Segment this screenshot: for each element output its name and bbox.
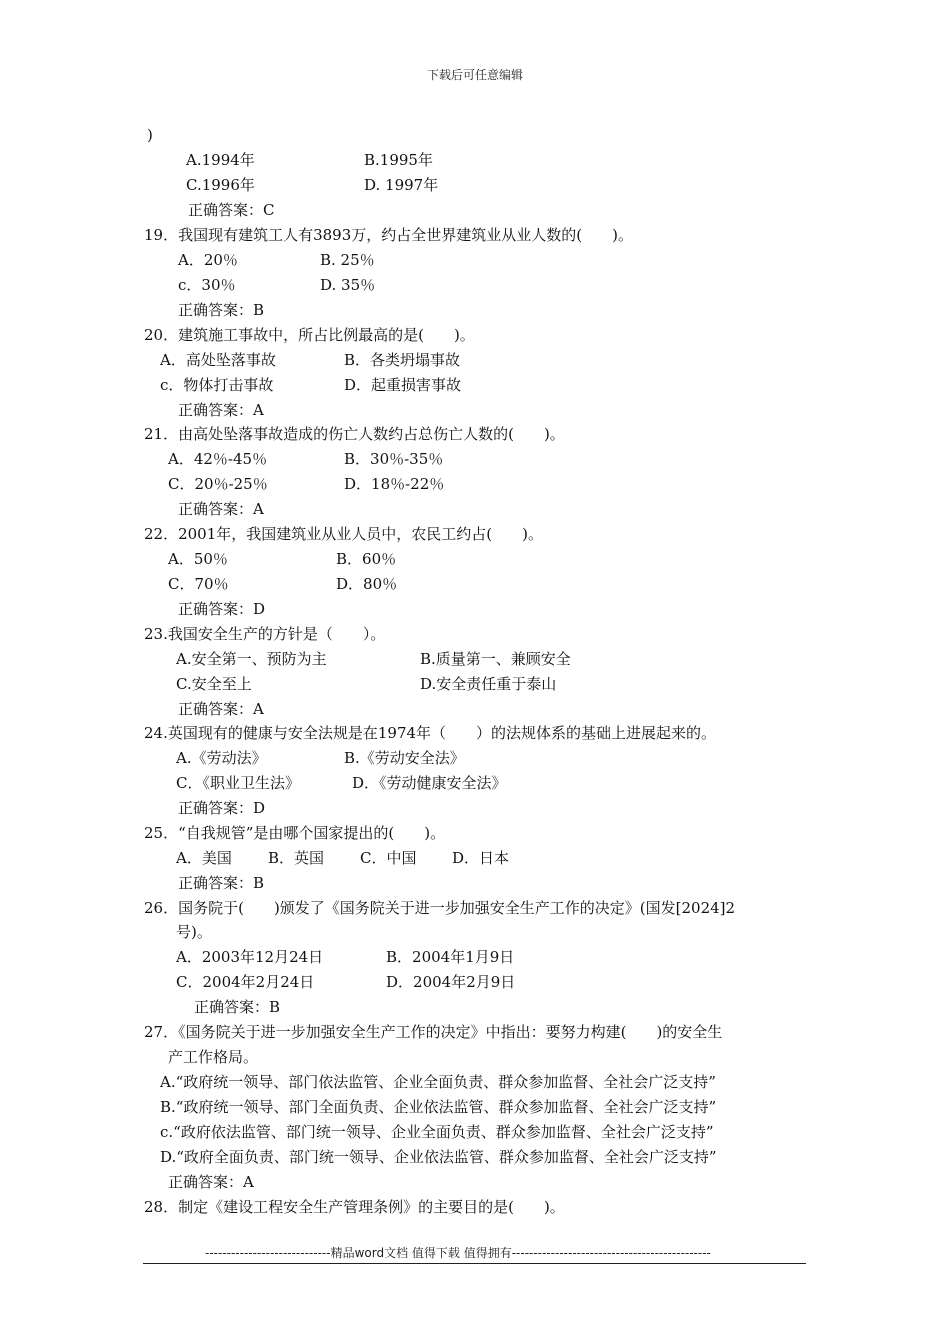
option-b: B．30％-35％: [344, 450, 444, 468]
option-d: D. 35％: [320, 276, 376, 294]
option-d: D．《劳动健康安全法》: [352, 774, 507, 792]
question-20: 20．建筑施工事故中，所占比例最高的是( )。: [144, 326, 475, 344]
option-c: c．物体打击事故: [160, 376, 274, 394]
answer-line: 正确答案：A: [178, 401, 264, 419]
option-c: C．中国: [360, 849, 417, 867]
question-21: 21．由高处坠落事故造成的伤亡人数约占总伤亡人数的( )。: [144, 425, 565, 443]
option-c: C．70％: [168, 575, 229, 593]
option-b: B. 25％: [320, 251, 375, 269]
option-a: A．50％: [168, 550, 228, 568]
option-b: B.《劳动安全法》: [344, 749, 465, 767]
option-d: D．18％-22％: [344, 475, 445, 493]
option-b: B．各类坍塌事故: [344, 351, 461, 369]
option-d: D．2004年2月9日: [386, 973, 516, 991]
question-24: 24.英国现有的健康与安全法规是在1974年（ ）的法规体系的基础上进展起来的。: [144, 724, 717, 742]
option-a: A．美国: [176, 849, 232, 867]
option-c: C．20％-25％: [168, 475, 268, 493]
question-27-cont: 产工作格局。: [168, 1048, 259, 1066]
option-d: D．起重损害事故: [344, 376, 462, 394]
option-b: B．英国: [268, 849, 325, 867]
question-26: 26．国务院于( )颁发了《国务院关于进一步加强安全生产工作的决定》(国发[2024]2: [144, 899, 736, 917]
option-d: D．80％: [336, 575, 398, 593]
option-a: A．20％: [178, 251, 238, 269]
option-a: A.1994年: [186, 151, 255, 169]
option-c: C．《职业卫生法》: [176, 774, 300, 792]
answer-line: 正确答案：A: [178, 500, 264, 518]
answer-line: 正确答案：D: [178, 799, 266, 817]
answer-line: 正确答案：A: [168, 1173, 254, 1191]
question-28: 28．制定《建设工程安全生产管理条例》的主要目的是( )。: [144, 1198, 565, 1216]
option-a: A.安全第一、预防为主: [176, 650, 327, 668]
option-c: c．30％: [178, 276, 236, 294]
option-d: D．日本: [452, 849, 510, 867]
page-header: 下载后可任意编辑: [426, 68, 523, 82]
option-c: C．2004年2月24日: [176, 973, 315, 991]
option-c: C.1996年: [186, 176, 255, 194]
option-a: A.《劳动法》: [176, 749, 267, 767]
option-d: D.“政府全面负责、部门统一领导、企业依法监管、群众参加监督、全社会广泛支持”: [160, 1148, 717, 1166]
option-b: B．2004年1月9日: [386, 948, 515, 966]
option-a: A.“政府统一领导、部门依法监管、企业全面负责、群众参加监督、全社会广泛支持”: [160, 1073, 716, 1091]
option-a: A．42％-45％: [168, 450, 268, 468]
question-23: 23.我国安全生产的方针是（ ）。: [144, 625, 386, 643]
option-b: B.“政府统一领导、部门全面负责、企业依法监管、群众参加监督、全社会广泛支持”: [160, 1098, 717, 1116]
question-19: 19．我国现有建筑工人有3893万，约占全世界建筑业从业人数的( )。: [144, 226, 633, 244]
option-a: A．高处坠落事故: [160, 351, 276, 369]
answer-line: 正确答案：B: [178, 301, 265, 319]
page-footer: -----------------------------精品word文档 值得下载 值得拥有----------------------------------------------: [205, 1246, 711, 1260]
question-25: 25．“自我规管”是由哪个国家提出的( )。: [144, 824, 446, 842]
question-22: 22．2001年，我国建筑业从业人员中，农民工约占( )。: [144, 525, 543, 543]
answer-line: 正确答案：D: [178, 600, 266, 618]
answer-line: 正确答案：B: [178, 874, 265, 892]
text-line: ): [147, 126, 153, 144]
question-26-cont: 号)。: [176, 923, 212, 941]
footer-rule: [143, 1263, 806, 1264]
option-b: B.1995年: [364, 151, 433, 169]
option-b: B.质量第一、兼顾安全: [420, 650, 571, 668]
answer-line: 正确答案：C: [188, 201, 275, 219]
answer-line: 正确答案：A: [178, 700, 264, 718]
option-a: A．2003年12月24日: [176, 948, 324, 966]
option-b: B．60％: [336, 550, 397, 568]
option-d: D. 1997年: [364, 176, 439, 194]
question-27: 27．《国务院关于进一步加强安全生产工作的决定》中指出：要努力构建( )的安全生: [144, 1023, 723, 1041]
option-c: c.“政府依法监管、部门统一领导、企业全面负责、群众参加监督、全社会广泛支持”: [160, 1123, 714, 1141]
answer-line: 正确答案：B: [194, 998, 281, 1016]
option-d: D.安全责任重于泰山: [420, 675, 557, 693]
option-c: C.安全至上: [176, 675, 252, 693]
